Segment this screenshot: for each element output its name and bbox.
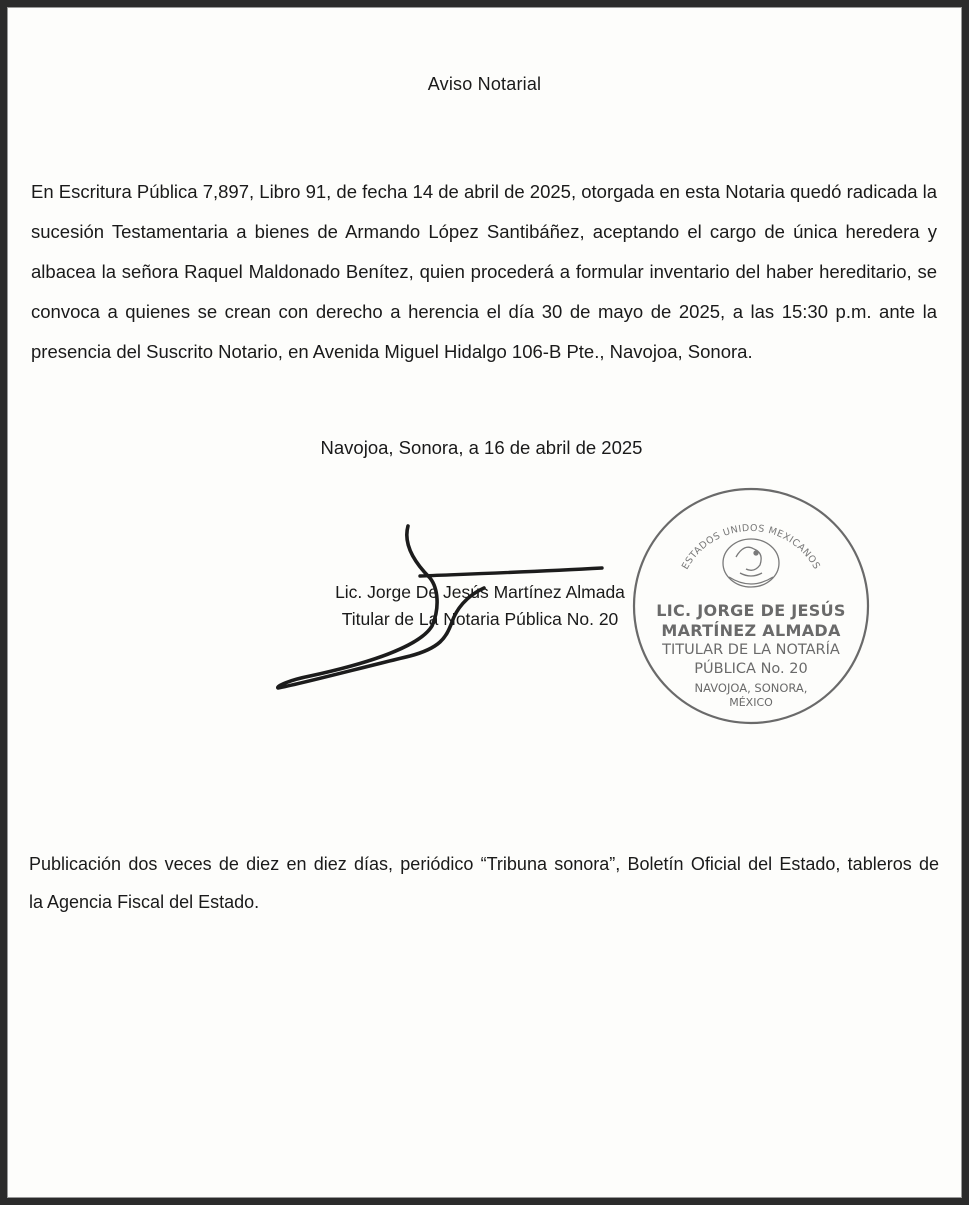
seal-line: MÉXICO bbox=[729, 696, 773, 709]
notice-body bbox=[31, 172, 937, 372]
body-line: En Escritura Pública 7,897, Libro 91, de fecha 14 de abril de 2025, otorgada en esta Notaria quedó radicada la bbox=[31, 181, 938, 202]
signer-position: Titular de La Notaria Pública No. 20 bbox=[341, 609, 619, 629]
body-line: albacea la señora Raquel Maldonado Benítez, quien procederá a formular inventario del haber hereditario, se bbox=[31, 261, 937, 282]
seal-line: MARTÍNEZ ALMADA bbox=[661, 621, 841, 640]
body-line: convoca a quienes se crean con derecho a herencia el día 30 de mayo de 2025, a las 15:30 p.m. ante la bbox=[31, 301, 937, 322]
signer-name: Lic. Jorge De Jesús Martínez Almada bbox=[335, 582, 625, 602]
seal-line: TITULAR DE LA NOTARÍA bbox=[662, 642, 840, 658]
eagle-emblem-icon bbox=[723, 539, 779, 587]
seal-line: PÚBLICA No. 20 bbox=[694, 661, 808, 677]
place-and-date: Navojoa, Sonora, a 16 de abril de 2025 bbox=[320, 437, 643, 458]
body-line: presencia del Suscrito Notario, en Avenida Miguel Hidalgo 106-B Pte., Navojoa, Sonora. bbox=[31, 341, 753, 362]
body-line: sucesión Testamentaria a bienes de Armando López Santibáñez, aceptando el cargo de única heredera y bbox=[31, 221, 937, 242]
seal-line: NAVOJOA, SONORA, bbox=[694, 681, 808, 695]
seal-line: LIC. JORGE DE JESÚS bbox=[656, 601, 846, 620]
seal-text bbox=[628, 601, 874, 710]
footer-line: la Agencia Fiscal del Estado. bbox=[29, 892, 260, 912]
footer-line: Publicación dos veces de diez en diez días, periódico “Tribuna sonora”, Boletín Oficial del Estado, tableros de bbox=[29, 854, 939, 874]
signer-block bbox=[320, 579, 640, 633]
seal-arc-text: ESTADOS UNIDOS MEXICANOS bbox=[679, 522, 823, 572]
document-title: Aviso Notarial bbox=[427, 74, 542, 94]
publication-note bbox=[29, 845, 939, 921]
